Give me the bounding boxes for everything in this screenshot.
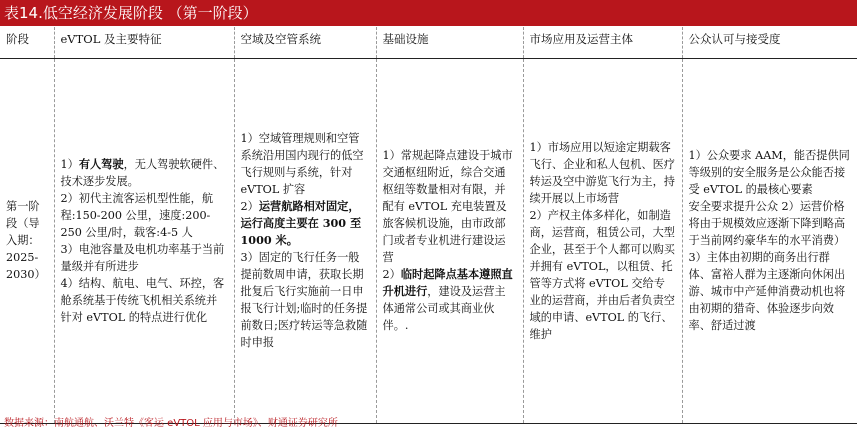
stage-cell <box>0 58 54 423</box>
airspace-cell <box>234 58 376 423</box>
evtol-cell <box>54 58 234 423</box>
header-market: 市场应用及运营主体 <box>523 27 682 58</box>
header-airspace: 空域及空管系统 <box>234 27 376 58</box>
header-evtol: eVTOL 及主要特征 <box>54 27 234 58</box>
infra-point-1: 1）常规起降点建设于城市交通枢纽附近，综合交通枢纽等数量相对有限，并配有 eVTOL 充电装置及旅客候机设施，由市政部门或者专业机进行建设运营 <box>382 149 513 264</box>
header-row <box>0 27 857 58</box>
stage-table <box>0 27 857 424</box>
airspace-point-3: 3）固定的飞行任务一般提前数周申请，获取长期批复后飞行实施前一日申报飞行计划;临时的任务提前数日;医疗转运等急救随时申报 <box>240 251 368 349</box>
header-infrastructure: 基础设施 <box>376 27 523 58</box>
data-source-note: 数据来源：南航通航、沃兰特《客运 eVTOL 应用与市场》、财通证券研究所 <box>4 418 338 429</box>
table-title: 表14.低空经济发展阶段 （第一阶段） <box>0 0 857 26</box>
evtol-point-4: 4）结构、航电、电气、环控，客舱系统基于传统飞机相关系统并针对 eVTOL 的特点进行优化 <box>60 276 225 324</box>
evtol-point-3: 3）电池容量及电机功率基于当前量级并有所进步 <box>60 242 225 273</box>
infra-point-2: 2）临时起降点基本遵照直升机进行，建设及运营主体通常公司或其商业伙伴。. <box>382 267 513 332</box>
table-row <box>0 58 857 423</box>
public-cell <box>682 58 857 423</box>
public-point-1: 1）公众要求 AAM，能否提供同等级别的安全服务是公众能否接受 eVTOL 的最核心要素 <box>688 149 850 196</box>
airspace-point-2: 2）运营航路相对固定，运行高度主要在 300 至 1000 米。 <box>240 199 362 247</box>
airspace-point-1: 1）空域管理规则和空管系统沿用国内现行的低空飞行规则与系统，针对 eVTOL 扩容 <box>240 132 364 196</box>
header-public: 公众认可与接受度 <box>682 27 857 58</box>
market-point-1: 1）市场应用以短途定期载客飞行、企业和私人包机、医疗转运及空中游览飞行为主，持续开展以上市场营 <box>529 140 675 205</box>
stage-label: 第一阶段（导入期：2025-2030） <box>6 200 46 281</box>
evtol-point-2: 2）初代主流客运机型性能，航程:150-200 公里，速度:200-250 公里/时，载客:4-5 人 <box>60 191 214 239</box>
infrastructure-cell <box>376 58 523 423</box>
market-cell <box>523 58 682 423</box>
market-point-2: 2）产权主体多样化，如制造商，运营商，租赁公司，大型企业，甚至于个人都可以购买并拥有 eVTOL，以租赁、托管等方式将 eVTOL 交给专业的运营商，并由后者负责空域的申请、eVTOL 的飞行、维护 <box>529 208 675 341</box>
public-point-2: 安全要求提升公众 2）运营价格将由于规模效应逐渐下降到略高于当前网约豪华车的水平消费）3）主体由初期的商务出行群体、富裕人群为主逐渐向休闲出游、城市中产延伸消费动机也将由初期的猎奇、体验逐步向效率、舒适过渡 <box>688 200 846 332</box>
evtol-point-1: 1）有人驾驶，无人驾驶软硬件、技术逐步发展。 <box>60 156 225 188</box>
header-stage: 阶段 <box>0 27 54 58</box>
